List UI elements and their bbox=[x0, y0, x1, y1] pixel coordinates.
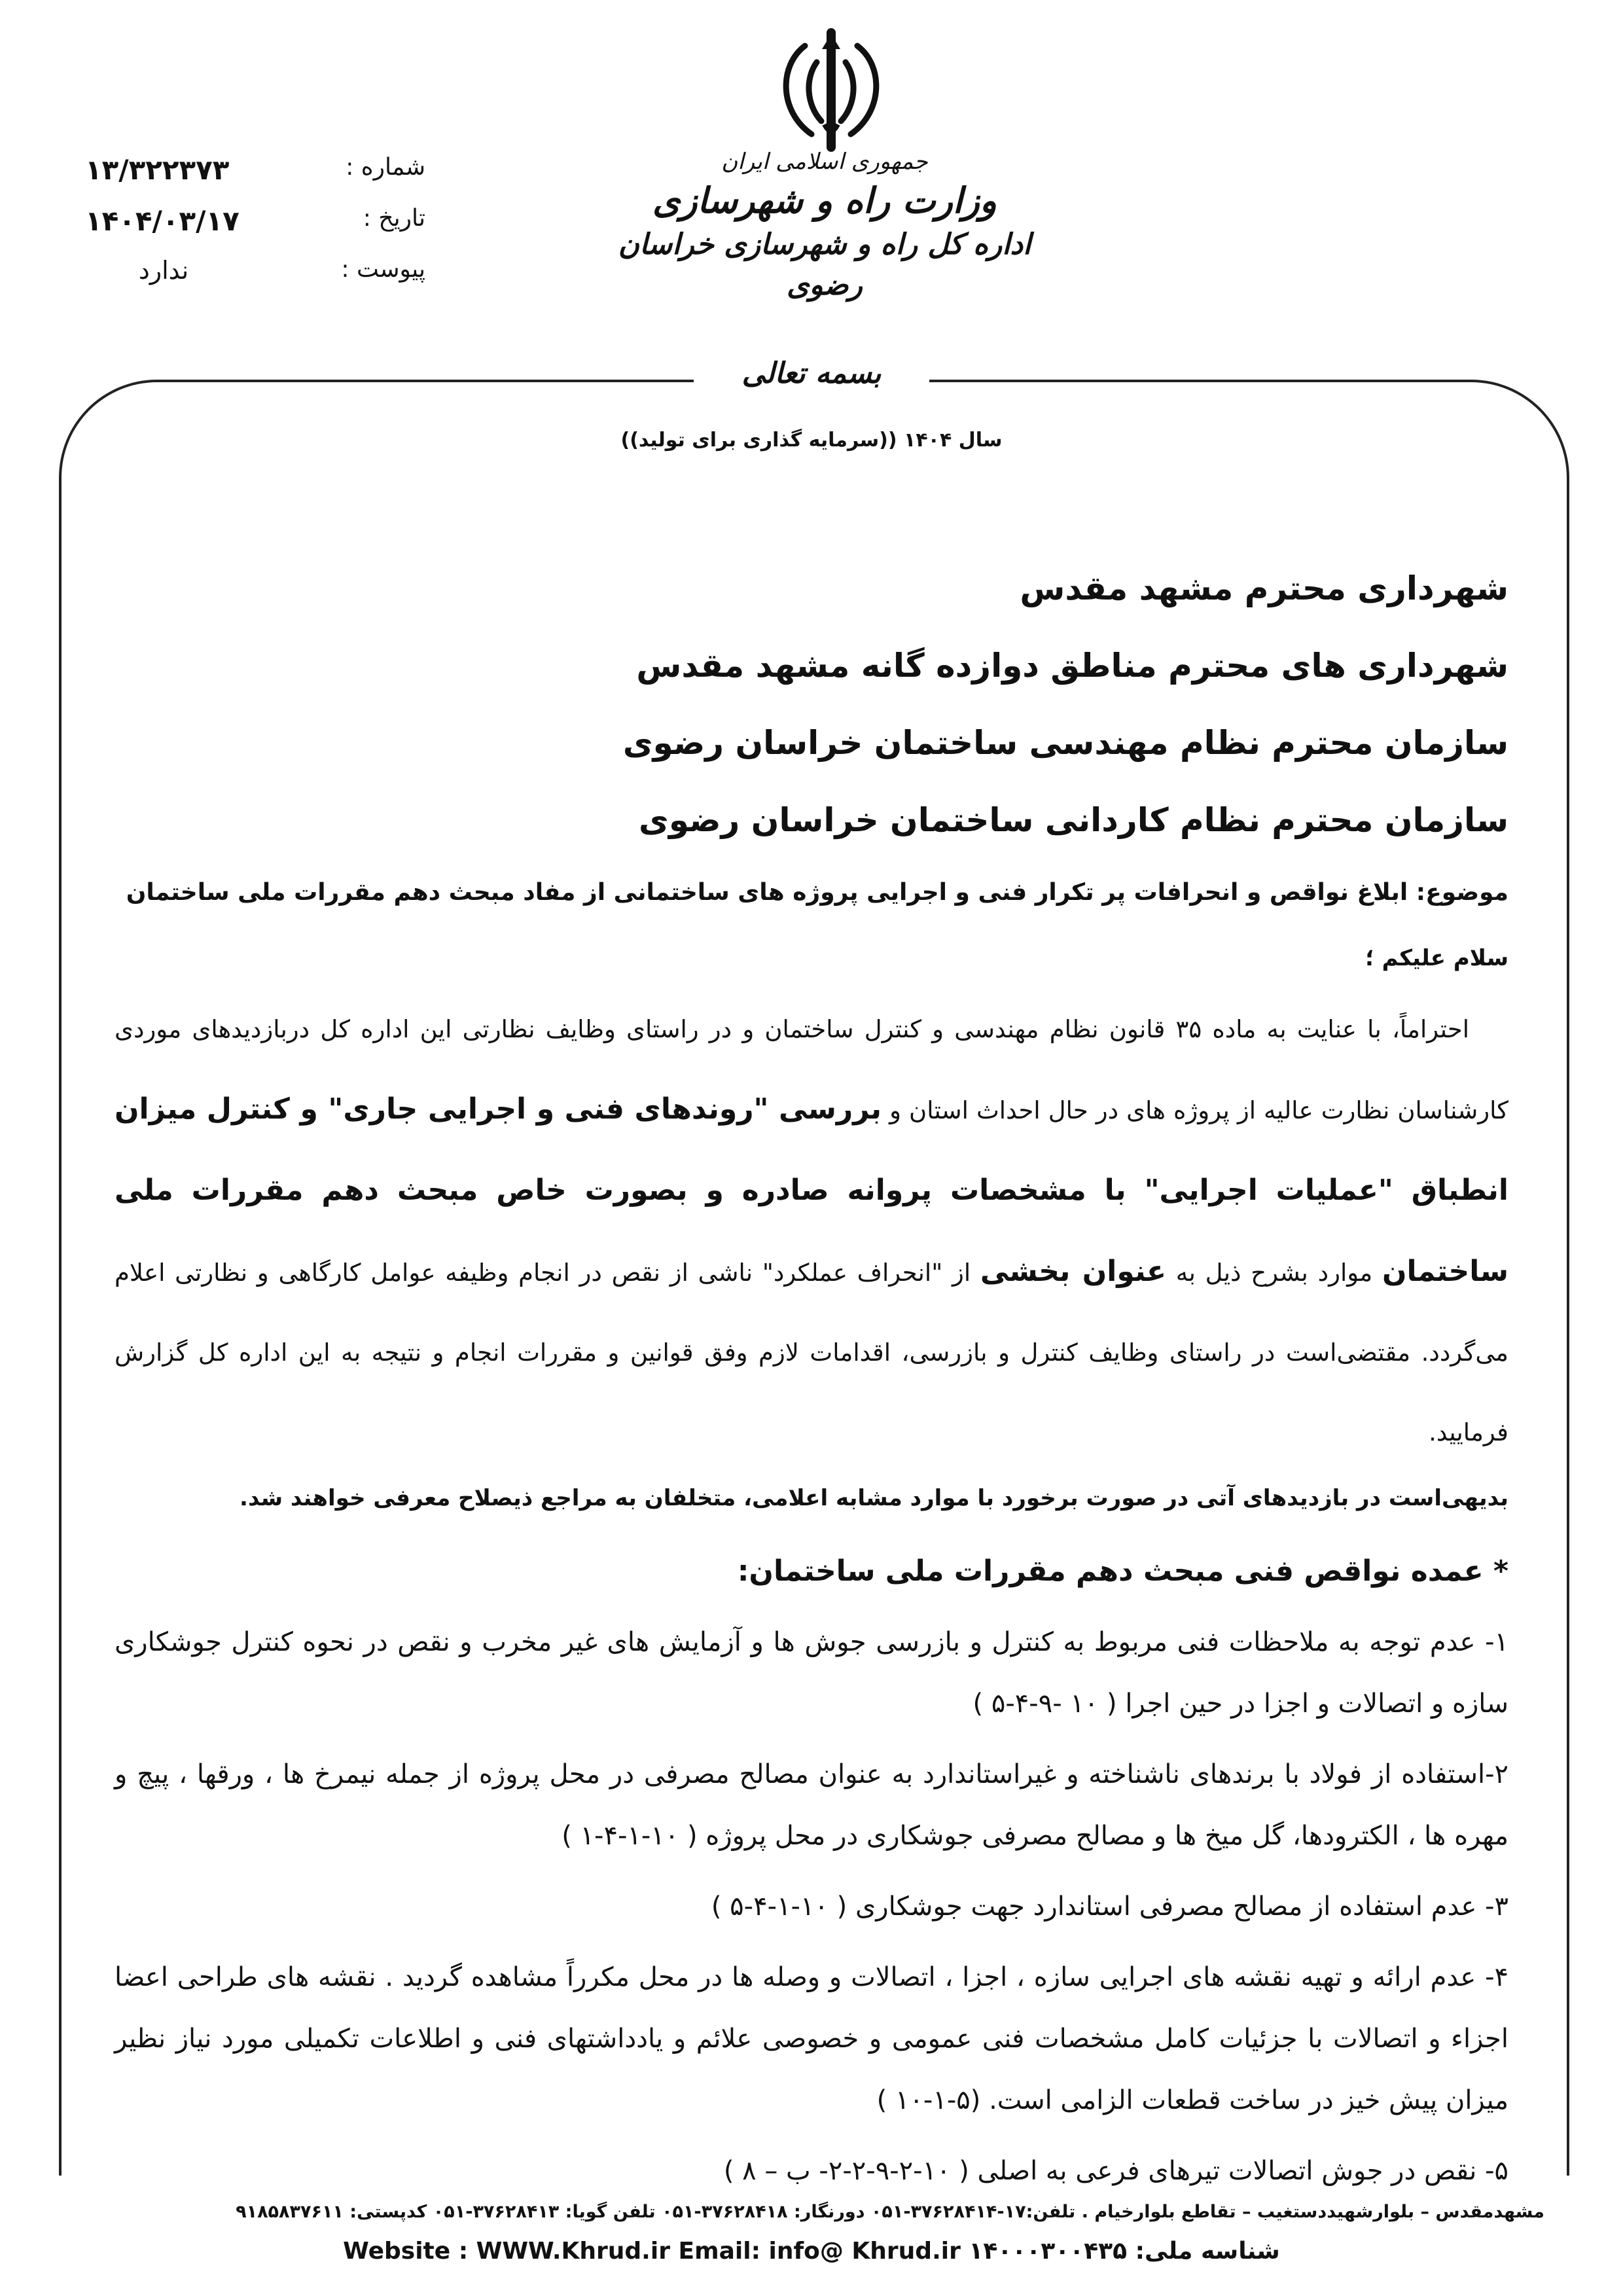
org-ministry: وزارت راه و شهرسازی bbox=[652, 179, 997, 221]
addressee-2: شهرداری های محترم مناطق دوازده گانه مشهد مقدس bbox=[636, 647, 1508, 685]
letter-date-row bbox=[85, 205, 425, 256]
defect-item-5: ۵- نقص در جوش اتصالات تیرهای فرعی به اصلی ( ۱۰-۲-۹-۲-۲- ب – ۸ ) bbox=[723, 2156, 1508, 2186]
addressee-3: سازمان محترم نظام مهندسی ساختمان خراسان رضوی bbox=[622, 724, 1508, 762]
defect-item-1: ۱- عدم توجه به ملاحظات فنی مربوط به کنترل و بازرسی جوش ها و آزمایش های غیر مخرب و نقص در نحوه کنترل جوشکاری سازه و اتصالات و اجزا در حین اجرا ( ۱۰ -۹-۴-۵ ) bbox=[115, 1627, 1508, 1719]
footer-web-line bbox=[79, 2232, 1544, 2271]
letter-attachment-label: پیوست : bbox=[341, 256, 425, 283]
footer-national-id: شناسه ملی: ۱۴۰۰۰۳۰۰۴۳۵ bbox=[969, 2238, 1280, 2265]
defects-title: * عمده نواقص فنی مبحث دهم مقررات ملی ساختمان: bbox=[737, 1554, 1508, 1588]
main-paragraph-bold-1: بررسی "روندهای فنی و اجرایی جاری" و کنترل میزان انطباق "عملیات اجرایی" با مشخصات پروانه صادره و بصورت خاص مبحث دهم مقررات ملی ساختمان bbox=[115, 1092, 1508, 1288]
main-paragraph-text-3: از "انحراف عملکرد" ناشی از نقص در انجام وظیفه عوامل کارگاهی و نظارتی اعلام می‌گردد. مقتضی‌است در راستای وظایف کنترل و بازرسی، اقدامات لازم وفق قوانین و مقررات انجام و نتیجه به این اداره کل گزارش فرمایید. bbox=[115, 1259, 1508, 1446]
main-paragraph-bold-2: عنوان بخشی bbox=[980, 1255, 1166, 1288]
main-paragraph-text-2: موارد بشرح ذیل به bbox=[1166, 1259, 1382, 1287]
defect-item-2: ۲-استفاده از فولاد با برندهای ناشناخته و غیراستاندارد به عنوان مصالح مصرفی در محل پروژه از جمله نیمرخ ها ، ورقها ، پیچ و مهره ها ، الکترودها، گل میخ ها و مصالح مصرفی جوشکاری در محل پروژه ( ۱۰-۱-۴-۱ ) bbox=[115, 1759, 1508, 1851]
bismillah: بسمه تعالی bbox=[741, 357, 882, 390]
letter-attachment-value: ندارد bbox=[138, 256, 189, 285]
org-country: جمهوری اسلامی ایران bbox=[721, 149, 928, 175]
iran-emblem-icon bbox=[759, 26, 903, 157]
letter-attachment-row bbox=[85, 256, 425, 307]
letter-number-value: ۱۳/۳۲۲۳۷۳ bbox=[85, 154, 230, 186]
letter-meta bbox=[85, 154, 425, 307]
org-department: اداره کل راه و شهرسازی خراسان رضوی bbox=[618, 228, 1031, 302]
footer-contact: مشهدمقدس – بلوارشهیددستغیب – تقاطع بلوارخیام . تلفن:۱۷-۳۷۶۲۸۴۱۴-۰۵۱ دورنگار: ۳۷۶۲۸۴۱۸-۰۵۱ تلفن گویا: ۳۷۶۲۸۴۱۳-۰۵۱ کدپستی: ۹۱۸۵۸۳۷۶۱۱ bbox=[236, 2202, 1544, 2222]
letter-number-label: شماره : bbox=[346, 154, 425, 181]
letter-subject: موضوع: ابلاغ نواقص و انحرافات پر تکرار فنی و اجرایی پروژه های ساختمانی از مفاد مبحث دهم مقررات ملی ساختمان bbox=[126, 879, 1508, 906]
letter-footer bbox=[79, 2193, 1544, 2271]
letter-body bbox=[115, 550, 1508, 2211]
organization-header bbox=[589, 147, 1060, 306]
main-paragraph-text-1: احتراماً، با عنایت به ماده ۳۵ قانون نظام مهندسی و کنترل ساختمان و در راستای وظایف نظارتی این اداره کل دربازدیدهای موردی کارشناسان نظارت عالیه از پروژه های در حال احداث استان و bbox=[115, 1015, 1508, 1124]
defect-item-3: ۳- عدم استفاده از مصالح مصرفی استاندارد جهت جوشکاری ( ۱۰-۱-۴-۵ ) bbox=[711, 1892, 1508, 1922]
defect-item-4: ۴- عدم ارائه و تهیه نقشه های اجرایی سازه ، اجزا ، اتصالات و وصله ها در محل مکرراً مشاهده گردید . نقشه های طراحی اعضا اجزاء و اتصالات با جزئیات کامل مشخصات فنی عمومی و خصوصی علائم و یادداشتهای فنی و اطلاعات تکمیلی مورد نیاز نظیر میزان پیش خیز در ساخت قطعات الزامی است. (۵-۱-۱۰ ) bbox=[115, 1962, 1508, 2115]
addressee-4: سازمان محترم نظام کاردانی ساختمان خراسان رضوی bbox=[639, 801, 1508, 839]
main-paragraph bbox=[115, 990, 1508, 1473]
letter-number-row bbox=[85, 154, 425, 205]
addressee-1: شهرداری محترم مشهد مقدس bbox=[1020, 569, 1508, 607]
warning-paragraph: بدیهی‌است در بازدیدهای آتی در صورت برخورد با موارد مشابه اعلامی، متخلفان به مراجع ذیصلاح معرفی خواهند شد. bbox=[240, 1485, 1508, 1511]
letter-date-label: تاریخ : bbox=[363, 205, 425, 232]
footer-web: Website : WWW.Khrud.ir Email: info@ Khrud.ir bbox=[343, 2238, 961, 2265]
year-slogan: سال ۱۴۰۴ ((سرمایه گذاری برای تولید)) bbox=[620, 429, 1003, 452]
letter-date-value: ۱۴۰۴/۰۳/۱۷ bbox=[85, 205, 240, 237]
greeting: سلام علیکم ؛ bbox=[1365, 945, 1508, 971]
